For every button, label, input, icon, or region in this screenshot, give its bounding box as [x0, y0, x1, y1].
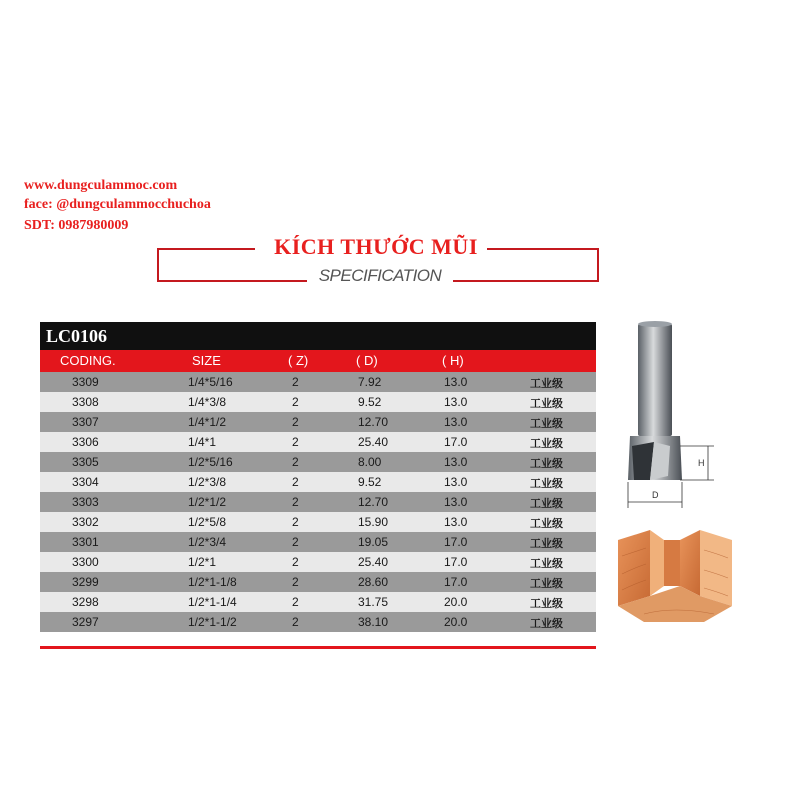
cell-coding: 3304 — [72, 475, 99, 489]
cell-h: 17.0 — [444, 435, 468, 449]
cell-size: 1/2*1-1/4 — [188, 595, 237, 609]
cell-coding: 3307 — [72, 415, 99, 429]
cell-d: 15.90 — [358, 515, 389, 529]
table-row — [40, 592, 596, 612]
cell-z: 2 — [292, 615, 299, 629]
table-row — [40, 372, 596, 392]
cell-h: 13.0 — [444, 395, 468, 409]
table-bottom-rule — [40, 646, 596, 649]
dimension-d-label: D — [652, 490, 659, 500]
header-size: SIZE — [192, 353, 221, 368]
cell-grade: 工业级 — [530, 618, 563, 630]
cell-h: 13.0 — [444, 415, 468, 429]
wood-groove-illustration — [614, 526, 734, 626]
cell-d: 31.75 — [358, 595, 389, 609]
cell-grade: 工业级 — [530, 458, 563, 470]
cell-z: 2 — [292, 595, 299, 609]
cell-size: 1/2*5/8 — [188, 515, 227, 529]
cell-coding: 3298 — [72, 595, 99, 609]
facebook-text: face: @dungculammocchuchoa — [24, 197, 211, 212]
cell-size: 1/4*1/2 — [188, 415, 227, 429]
cell-h: 13.0 — [444, 375, 468, 389]
cell-h: 17.0 — [444, 575, 468, 589]
model-bar — [40, 322, 596, 350]
cell-size: 1/2*3/8 — [188, 475, 227, 489]
cell-coding: 3300 — [72, 555, 99, 569]
cell-h: 20.0 — [444, 595, 468, 609]
cell-h: 17.0 — [444, 535, 468, 549]
cell-coding: 3305 — [72, 455, 99, 469]
cell-size: 1/2*3/4 — [188, 535, 227, 549]
cell-coding: 3309 — [72, 375, 99, 389]
cell-d: 9.52 — [358, 475, 382, 489]
cell-grade: 工业级 — [530, 578, 563, 590]
header-coding: CODING. — [60, 353, 116, 368]
cell-d: 9.52 — [358, 395, 382, 409]
cell-d: 28.60 — [358, 575, 389, 589]
table-row — [40, 512, 596, 532]
cell-size: 1/2*1-1/2 — [188, 615, 237, 629]
cell-coding: 3297 — [72, 615, 99, 629]
cell-z: 2 — [292, 475, 299, 489]
router-bit-diagram — [610, 316, 730, 516]
spec-title-vn: KÍCH THƯỚC MŨI — [274, 234, 478, 259]
cell-coding: 3303 — [72, 495, 99, 509]
spec-title-en: SPECIFICATION — [318, 266, 442, 285]
cell-coding: 3302 — [72, 515, 99, 529]
cell-z: 2 — [292, 415, 299, 429]
cell-size: 1/2*1-1/8 — [188, 575, 237, 589]
header-d: ( D) — [356, 353, 378, 368]
cell-size: 1/4*1 — [188, 435, 217, 449]
table-row — [40, 392, 596, 412]
cell-d: 25.40 — [358, 555, 389, 569]
cell-coding: 3301 — [72, 535, 99, 549]
cell-grade: 工业级 — [530, 438, 563, 450]
table-row — [40, 412, 596, 432]
cell-z: 2 — [292, 535, 299, 549]
cell-z: 2 — [292, 395, 299, 409]
cell-d: 12.70 — [358, 495, 389, 509]
table-row — [40, 552, 596, 572]
cell-h: 13.0 — [444, 495, 468, 509]
table-header-row — [40, 350, 596, 372]
table-body — [40, 372, 596, 632]
cell-grade: 工业级 — [530, 498, 563, 510]
cell-z: 2 — [292, 515, 299, 529]
cell-size: 1/4*3/8 — [188, 395, 227, 409]
cell-h: 13.0 — [444, 475, 468, 489]
cell-d: 25.40 — [358, 435, 389, 449]
model-code: LC0106 — [46, 326, 108, 346]
cell-grade: 工业级 — [530, 518, 563, 530]
cell-size: 1/2*1/2 — [188, 495, 227, 509]
cell-z: 2 — [292, 455, 299, 469]
cell-d: 19.05 — [358, 535, 389, 549]
phone-text: SDT: 0987980009 — [24, 218, 129, 233]
cell-grade: 工业级 — [530, 478, 563, 490]
cell-d: 8.00 — [358, 455, 382, 469]
cell-grade: 工业级 — [530, 378, 563, 390]
cell-size: 1/2*5/16 — [188, 455, 233, 469]
cell-d: 7.92 — [358, 375, 382, 389]
cell-coding: 3308 — [72, 395, 99, 409]
cell-z: 2 — [292, 575, 299, 589]
header-z: ( Z) — [288, 353, 309, 368]
table-row — [40, 492, 596, 512]
cell-h: 13.0 — [444, 455, 468, 469]
table-row — [40, 612, 596, 632]
cell-z: 2 — [292, 375, 299, 389]
cell-h: 17.0 — [444, 555, 468, 569]
cell-size: 1/2*1 — [188, 555, 217, 569]
cell-grade: 工业级 — [530, 538, 563, 550]
table-row — [40, 532, 596, 552]
cell-z: 2 — [292, 435, 299, 449]
table-row — [40, 432, 596, 452]
cell-h: 13.0 — [444, 515, 468, 529]
dimension-h-label: H — [698, 458, 705, 468]
cell-z: 2 — [292, 495, 299, 509]
cell-z: 2 — [292, 555, 299, 569]
cell-grade: 工业级 — [530, 398, 563, 410]
spec-table — [40, 322, 596, 640]
table-row — [40, 472, 596, 492]
website-text: www.dungculammoc.com — [24, 178, 178, 193]
cell-size: 1/4*5/16 — [188, 375, 233, 389]
cell-coding: 3299 — [72, 575, 99, 589]
cell-grade: 工业级 — [530, 558, 563, 570]
table-row — [40, 452, 596, 472]
cell-grade: 工业级 — [530, 418, 563, 430]
cell-h: 20.0 — [444, 615, 468, 629]
cell-grade: 工业级 — [530, 598, 563, 610]
header-h: ( H) — [442, 353, 464, 368]
cell-d: 38.10 — [358, 615, 389, 629]
cell-d: 12.70 — [358, 415, 389, 429]
cell-coding: 3306 — [72, 435, 99, 449]
table-row — [40, 572, 596, 592]
